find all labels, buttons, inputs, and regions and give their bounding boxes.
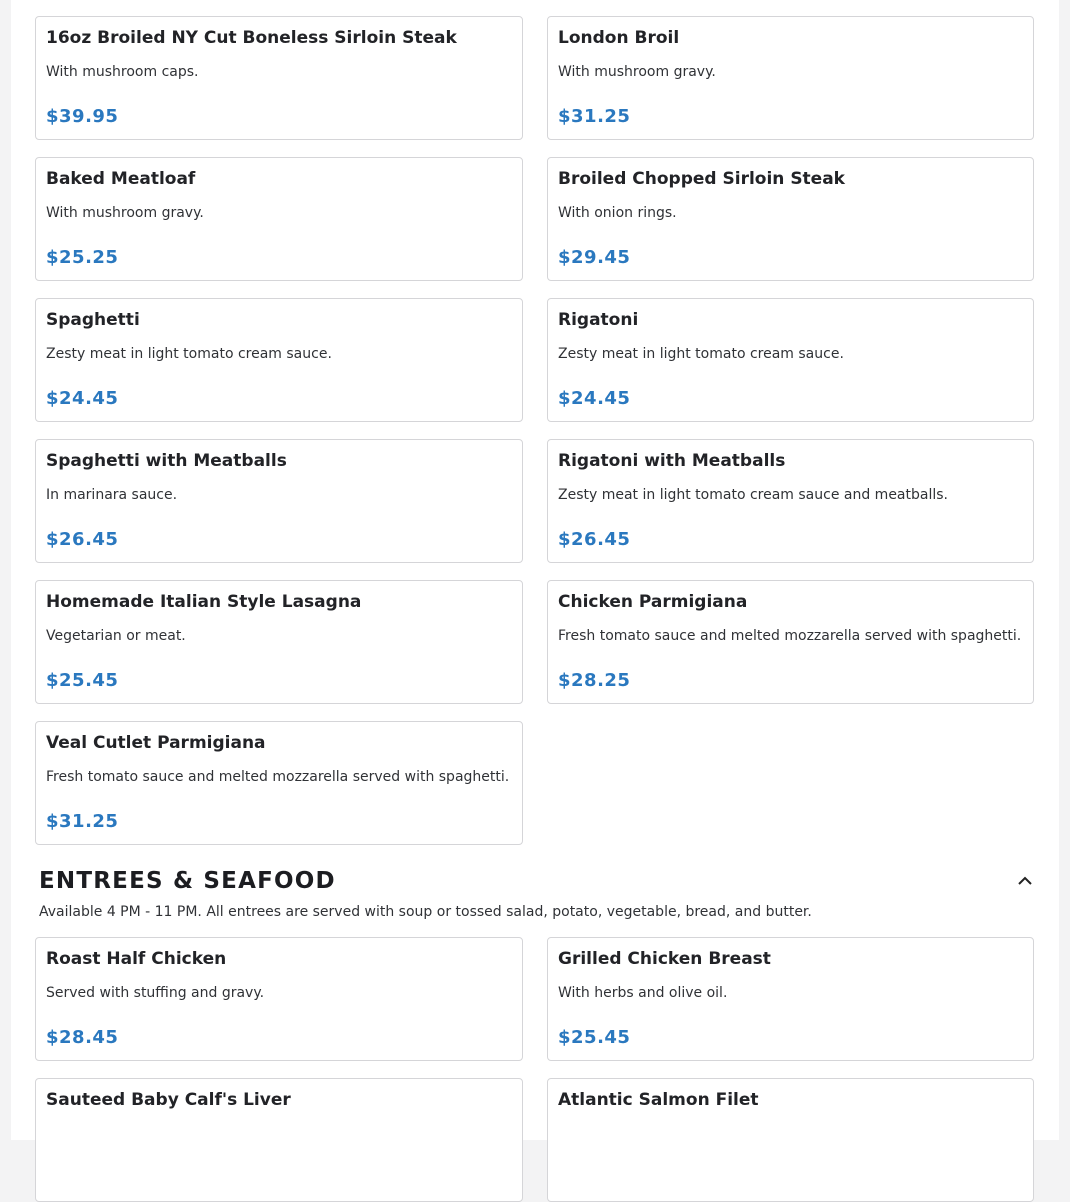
- item-price: $39.95: [46, 106, 119, 127]
- item-name: London Broil: [558, 28, 680, 48]
- item-name: Grilled Chicken Breast: [558, 949, 771, 969]
- item-price: $24.45: [46, 388, 119, 409]
- item-description: Vegetarian or meat.: [46, 628, 186, 644]
- item-price: $31.25: [558, 106, 631, 127]
- menu-item-card[interactable]: [547, 157, 1034, 281]
- item-description: Zesty meat in light tomato cream sauce.: [558, 346, 844, 362]
- menu-item-card[interactable]: [35, 1078, 523, 1202]
- item-name: Broiled Chopped Sirloin Steak: [558, 169, 845, 189]
- item-description: With onion rings.: [558, 205, 677, 221]
- menu-item-card[interactable]: [547, 298, 1034, 422]
- item-price: $28.45: [46, 1027, 119, 1048]
- menu-item-card[interactable]: [35, 16, 523, 140]
- menu-item-card[interactable]: [35, 298, 523, 422]
- chevron-up-icon[interactable]: [1016, 872, 1034, 890]
- section-subtitle: Available 4 PM - 11 PM. All entrees are served with soup or tossed salad, potato, vegetable, bread, and butter.: [39, 904, 812, 920]
- menu-grid-entrees: [35, 937, 1034, 1202]
- item-description: With mushroom caps.: [46, 64, 199, 80]
- item-name: Homemade Italian Style Lasagna: [46, 592, 362, 612]
- item-description: Fresh tomato sauce and melted mozzarella served with spaghetti.: [46, 769, 510, 785]
- item-name: Spaghetti: [46, 310, 140, 330]
- menu-item-card[interactable]: [547, 1078, 1034, 1202]
- menu-item-card[interactable]: [547, 16, 1034, 140]
- item-description: In marinara sauce.: [46, 487, 178, 503]
- menu-item-card[interactable]: [547, 439, 1034, 563]
- item-price: $31.25: [46, 811, 119, 832]
- menu-item-card[interactable]: [547, 937, 1034, 1061]
- menu-item-card[interactable]: [35, 439, 523, 563]
- item-price: $29.45: [558, 247, 631, 268]
- item-price: $25.45: [558, 1027, 631, 1048]
- item-name: Rigatoni with Meatballs: [558, 451, 786, 471]
- section-header-entrees: [39, 868, 1034, 920]
- section-title: ENTREES & SEAFOOD: [39, 868, 336, 894]
- item-price: $25.25: [46, 247, 119, 268]
- item-price: $24.45: [558, 388, 631, 409]
- item-name: Chicken Parmigiana: [558, 592, 748, 612]
- item-description: Zesty meat in light tomato cream sauce.: [46, 346, 332, 362]
- item-name: Atlantic Salmon Filet: [558, 1090, 759, 1110]
- item-price: $26.45: [46, 529, 119, 550]
- item-description: Fresh tomato sauce and melted mozzarella served with spaghetti.: [558, 628, 1022, 644]
- menu-item-card[interactable]: [35, 937, 523, 1061]
- item-price: $26.45: [558, 529, 631, 550]
- menu-item-card[interactable]: [35, 580, 523, 704]
- menu-page: [11, 0, 1059, 1140]
- menu-item-card[interactable]: [35, 721, 523, 845]
- menu-item-card[interactable]: [35, 157, 523, 281]
- item-description: With mushroom gravy.: [558, 64, 716, 80]
- item-name: Baked Meatloaf: [46, 169, 196, 189]
- item-price: $25.45: [46, 670, 119, 691]
- item-name: Spaghetti with Meatballs: [46, 451, 287, 471]
- item-description: Served with stuffing and gravy.: [46, 985, 265, 1001]
- menu-grid-top: [35, 16, 1034, 845]
- item-name: 16oz Broiled NY Cut Boneless Sirloin Steak: [46, 28, 457, 48]
- item-name: Veal Cutlet Parmigiana: [46, 733, 266, 753]
- item-description: With herbs and olive oil.: [558, 985, 728, 1001]
- item-description: With mushroom gravy.: [46, 205, 204, 221]
- item-name: Sauteed Baby Calf's Liver: [46, 1090, 291, 1110]
- item-name: Roast Half Chicken: [46, 949, 227, 969]
- item-name: Rigatoni: [558, 310, 639, 330]
- item-price: $28.25: [558, 670, 631, 691]
- menu-item-card[interactable]: [547, 580, 1034, 704]
- item-description: Zesty meat in light tomato cream sauce and meatballs.: [558, 487, 948, 503]
